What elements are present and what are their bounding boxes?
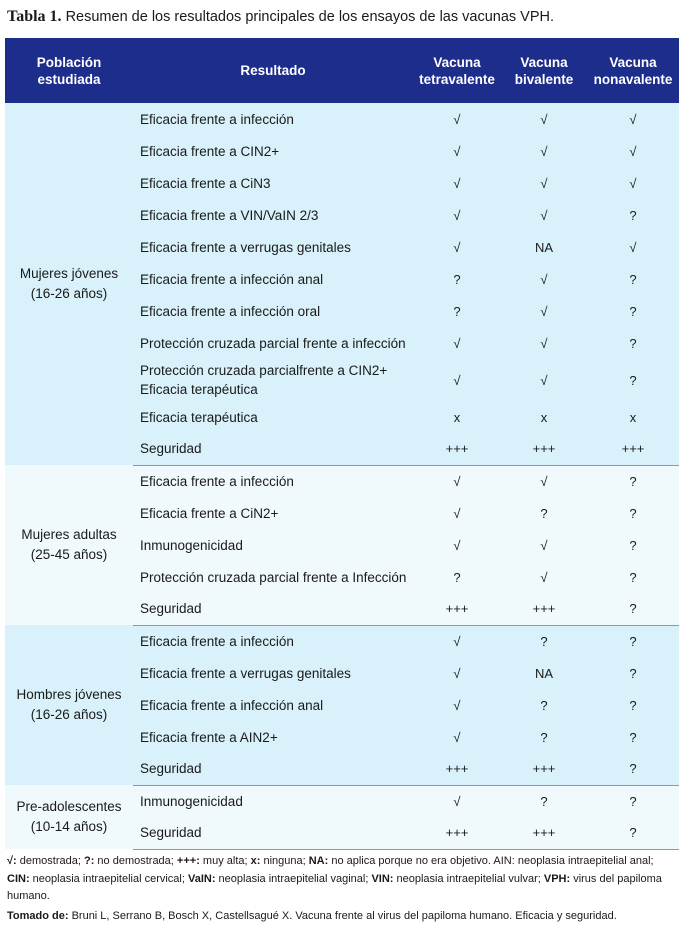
- header-bivalent: Vacuna bivalente: [514, 54, 574, 87]
- bivalent-cell: √: [501, 199, 587, 231]
- bivalent-cell: ?: [501, 497, 587, 529]
- result-cell: Eficacia frente a infección anal: [133, 689, 413, 721]
- result-cell: Seguridad: [133, 433, 413, 465]
- tetravalent-cell: √: [413, 529, 501, 561]
- source-text: Bruni L, Serrano B, Bosch X, Castellsagué X. Vacuna frente al virus del papiloma humano. Eficacia y seguridad.: [68, 910, 617, 922]
- population-cell: Mujeres jóvenes (16-26 años): [5, 103, 133, 465]
- table-footnote: [7, 853, 679, 906]
- result-cell: Protección cruzada parcial frente a infección: [133, 327, 413, 359]
- nonavalent-cell: √: [587, 135, 679, 167]
- nonavalent-cell: ?: [587, 593, 679, 625]
- nonavalent-cell: ?: [587, 295, 679, 327]
- result-cell: Eficacia frente a infección: [133, 625, 413, 657]
- footnote-term: VPH:: [543, 872, 571, 885]
- nonavalent-cell: ?: [587, 263, 679, 295]
- vaccine-results-table: [5, 38, 679, 850]
- footnote-definition: neoplasia intraepitelial cervical;: [29, 872, 188, 885]
- nonavalent-cell: +++: [587, 433, 679, 465]
- footnote-definition: no demostrada;: [94, 855, 177, 867]
- header-population: Población estudiada: [36, 54, 102, 87]
- table-source: [7, 910, 679, 922]
- result-cell: Eficacia frente a CiN3: [133, 167, 413, 199]
- nonavalent-cell: x: [587, 401, 679, 433]
- tetravalent-cell: √: [413, 359, 501, 401]
- footnote-definition: neoplasia intraepitelial vulvar;: [393, 872, 544, 885]
- result-cell: Eficacia frente a infección: [133, 103, 413, 135]
- nonavalent-cell: ?: [587, 721, 679, 753]
- footnote-term: ?:: [83, 855, 95, 867]
- bivalent-cell: ?: [501, 785, 587, 817]
- tetravalent-cell: √: [413, 657, 501, 689]
- nonavalent-cell: √: [587, 103, 679, 135]
- tetravalent-cell: √: [413, 497, 501, 529]
- tetravalent-cell: √: [413, 689, 501, 721]
- bivalent-cell: +++: [501, 433, 587, 465]
- bivalent-cell: +++: [501, 817, 587, 849]
- tetravalent-cell: √: [413, 199, 501, 231]
- result-cell: Eficacia terapéutica: [133, 401, 413, 433]
- footnote-definition: no aplica porque no era objetivo. AIN: neoplasia intraepitelial anal;: [328, 855, 654, 867]
- header-nonavalent: Vacuna nonavalente: [593, 54, 673, 87]
- tetravalent-cell: +++: [413, 753, 501, 785]
- tetravalent-cell: √: [413, 721, 501, 753]
- result-cell: Eficacia frente a infección anal: [133, 263, 413, 295]
- table-row: [5, 465, 679, 497]
- footnote-term: VaIN:: [187, 872, 216, 885]
- footnote-definition: muy alta;: [199, 855, 251, 867]
- nonavalent-cell: √: [587, 167, 679, 199]
- bivalent-cell: √: [501, 135, 587, 167]
- bivalent-cell: √: [501, 359, 587, 401]
- caption-label: Tabla 1.: [7, 8, 62, 25]
- caption-text: Resumen de los resultados principales de los ensayos de las vacunas VPH.: [65, 9, 555, 25]
- nonavalent-cell: ?: [587, 497, 679, 529]
- nonavalent-cell: ?: [587, 785, 679, 817]
- tetravalent-cell: √: [413, 167, 501, 199]
- tetravalent-cell: ?: [413, 561, 501, 593]
- nonavalent-cell: ?: [587, 529, 679, 561]
- result-cell: Seguridad: [133, 753, 413, 785]
- footnote-definition: neoplasia intraepitelial vaginal;: [215, 872, 372, 885]
- footnote-term: √:: [7, 855, 17, 867]
- tetravalent-cell: √: [413, 231, 501, 263]
- result-cell: Eficacia frente a AIN2+: [133, 721, 413, 753]
- tetravalent-cell: √: [413, 625, 501, 657]
- bivalent-cell: +++: [501, 753, 587, 785]
- bivalent-cell: √: [501, 295, 587, 327]
- result-cell: Eficacia frente a verrugas genitales: [133, 231, 413, 263]
- nonavalent-cell: ?: [587, 657, 679, 689]
- footnote-term: VIN:: [371, 872, 394, 885]
- bivalent-cell: √: [501, 465, 587, 497]
- result-cell: Protección cruzada parcial frente a Infección: [133, 561, 413, 593]
- footnote-definition: virus del papiloma humano.: [7, 872, 662, 902]
- result-cell: Eficacia frente a infección oral: [133, 295, 413, 327]
- result-cell: Protección cruzada parcialfrente a CIN2+ Eficacia terapéutica: [133, 359, 413, 401]
- bivalent-cell: √: [501, 561, 587, 593]
- nonavalent-cell: ?: [587, 327, 679, 359]
- population-cell: Mujeres adultas (25-45 años): [5, 465, 133, 625]
- result-cell: Eficacia frente a verrugas genitales: [133, 657, 413, 689]
- header-result: Resultado: [240, 63, 306, 78]
- tetravalent-cell: x: [413, 401, 501, 433]
- table-header-row: [5, 38, 679, 103]
- table-row: [5, 103, 679, 135]
- population-cell: Hombres jóvenes (16-26 años): [5, 625, 133, 785]
- tetravalent-cell: ?: [413, 295, 501, 327]
- bivalent-cell: x: [501, 401, 587, 433]
- tetravalent-cell: ?: [413, 263, 501, 295]
- footnote-term: +++:: [176, 855, 200, 867]
- table-row: [5, 625, 679, 657]
- tetravalent-cell: +++: [413, 817, 501, 849]
- result-cell: Eficacia frente a VIN/VaIN 2/3: [133, 199, 413, 231]
- nonavalent-cell: ?: [587, 689, 679, 721]
- nonavalent-cell: √: [587, 231, 679, 263]
- nonavalent-cell: ?: [587, 465, 679, 497]
- tetravalent-cell: √: [413, 103, 501, 135]
- bivalent-cell: ?: [501, 689, 587, 721]
- footnote-definition: ninguna;: [260, 855, 309, 867]
- source-label: Tomado de:: [7, 910, 69, 922]
- tetravalent-cell: √: [413, 785, 501, 817]
- result-cell: Eficacia frente a infección: [133, 465, 413, 497]
- bivalent-cell: √: [501, 327, 587, 359]
- result-cell: Inmunogenicidad: [133, 785, 413, 817]
- footnote-term: x:: [250, 855, 261, 867]
- table-caption: [7, 8, 554, 26]
- bivalent-cell: NA: [501, 657, 587, 689]
- population-cell: Pre-adolescentes (10-14 años): [5, 785, 133, 849]
- nonavalent-cell: ?: [587, 753, 679, 785]
- nonavalent-cell: ?: [587, 817, 679, 849]
- nonavalent-cell: ?: [587, 625, 679, 657]
- nonavalent-cell: ?: [587, 561, 679, 593]
- bivalent-cell: ?: [501, 625, 587, 657]
- result-cell: Seguridad: [133, 817, 413, 849]
- table-body: [5, 103, 679, 849]
- nonavalent-cell: ?: [587, 199, 679, 231]
- tetravalent-cell: √: [413, 327, 501, 359]
- table-row: [5, 785, 679, 817]
- result-cell: Eficacia frente a CiN2+: [133, 497, 413, 529]
- tetravalent-cell: √: [413, 465, 501, 497]
- footnote-term: NA:: [308, 855, 329, 867]
- footnote-definition: demostrada;: [16, 855, 84, 867]
- nonavalent-cell: ?: [587, 359, 679, 401]
- header-tetravalent: Vacuna tetravalente: [419, 54, 495, 87]
- footnote-term: CIN:: [7, 872, 30, 885]
- tetravalent-cell: +++: [413, 433, 501, 465]
- tetravalent-cell: +++: [413, 593, 501, 625]
- bivalent-cell: ?: [501, 721, 587, 753]
- bivalent-cell: +++: [501, 593, 587, 625]
- bivalent-cell: √: [501, 167, 587, 199]
- result-cell: Eficacia frente a CIN2+: [133, 135, 413, 167]
- result-cell: Inmunogenicidad: [133, 529, 413, 561]
- bivalent-cell: NA: [501, 231, 587, 263]
- bivalent-cell: √: [501, 263, 587, 295]
- bivalent-cell: √: [501, 529, 587, 561]
- tetravalent-cell: √: [413, 135, 501, 167]
- bivalent-cell: √: [501, 103, 587, 135]
- result-cell: Seguridad: [133, 593, 413, 625]
